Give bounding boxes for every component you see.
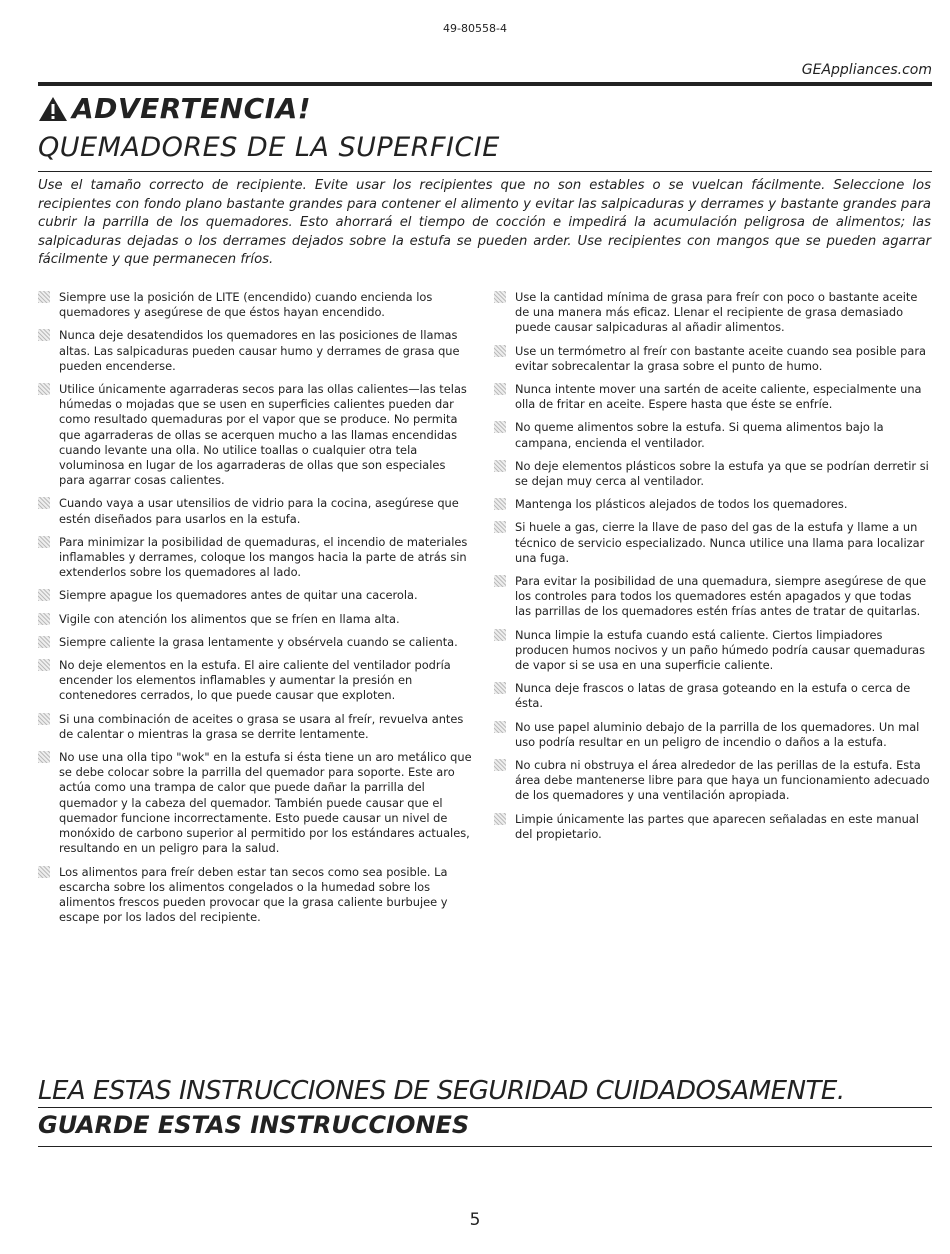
bullet-icon (494, 421, 506, 433)
list-item-text: No cubra ni obstruya el área alrededor de las perillas de la estufa. Esta área debe mantenerse libre para que haya un funcionamiento adecuado de los quemadores y una ventilación apropiada. (515, 758, 930, 803)
list-item-text: Nunca deje frascos o latas de grasa goteando en la estufa o cerca de ésta. (515, 681, 911, 711)
list-item-text: Limpie únicamente las partes que aparecen señaladas en este manual del propietario. (515, 811, 919, 841)
list-item-text: Nunca intente mover una sartén de aceite caliente, especialmente una olla de fritar en aceite. Espere hasta que éste se enfríe. (515, 382, 922, 412)
warning-title-text: ADVERTENCIA! (72, 92, 312, 125)
list-item (494, 574, 930, 620)
bullet-icon (38, 866, 50, 878)
bullet-icon (38, 751, 50, 763)
bullet-icon (494, 575, 506, 587)
list-item-text: Siempre caliente la grasa lentamente y obsérvela cuando se calienta. (59, 634, 458, 649)
bullet-icon (494, 629, 506, 641)
list-item-text: No use una olla tipo "wok" en la estufa si ésta tiene un aro metálico que se debe colocar sobre la parrilla del quemador para soporte. Este aro actúa como una trampa de calor que puede dañar la parrilla del quemador y la cabeza del quemador. También puede causar que el quemador funcione incorrectamente. Esto puede causar un nivel de monóxido de carbono superior al permitido por los estándares actuales, resultando en un peligro para la salud. (59, 750, 472, 856)
footer-rule-2 (38, 1146, 932, 1147)
right-column (494, 290, 930, 850)
list-item (494, 290, 930, 336)
list-item (494, 459, 930, 489)
left-column (38, 290, 474, 933)
bullet-icon (494, 345, 506, 357)
bullet-icon (494, 759, 506, 771)
bullet-icon (38, 659, 50, 671)
list-item (494, 681, 930, 711)
list-item-text: Use un termómetro al freír con bastante aceite cuando sea posible para evitar sobrecalentar la grasa sobre el punto de humo. (515, 343, 926, 373)
keep-instructions-heading: GUARDE ESTAS INSTRUCCIONES (38, 1111, 470, 1139)
bullet-icon (38, 383, 50, 395)
list-item (38, 612, 474, 627)
page-number: 5 (469, 1210, 481, 1230)
header-rule (38, 82, 932, 86)
bullet-icon (494, 498, 506, 510)
list-item-text: Los alimentos para freír deben estar tan secos como sea posible. La escarcha sobre los alimentos congelados o la humedad sobre los alimentos frescos pueden provocar que la grasa caliente burbujee y escape por los lados del recipiente. (59, 864, 448, 925)
bullet-icon (38, 613, 50, 625)
list-item (38, 535, 474, 581)
list-item-text: Siempre use la posición de LITE (encendido) cuando encienda los quemadores y asegúrese de que éstos hayan encendido. (59, 290, 433, 320)
bullet-icon (38, 497, 50, 509)
list-item (494, 628, 930, 674)
list-item-text: Si una combinación de aceites o grasa se usara al freír, revuelva antes de calentar o mientras la grasa se derrite lentamente. (59, 711, 464, 741)
list-item-text: Nunca limpie la estufa cuando está caliente. Ciertos limpiadores producen humos nocivos y un paño húmedo podría causar quemaduras de vapor si se usa en una superficie caliente. (515, 627, 926, 673)
list-item (38, 712, 474, 742)
intro-paragraph: Use el tamaño correcto de recipiente. Evite usar los recipientes que no son estables o se vuelcan fácilmente. Seleccione los recipientes con fondo plano bastante grandes para contener el alimento y evitar las salpicaduras y derrames y bastante grandes para cubrir la parrilla de los quemadores. Esto ahorrará el tiempo de cocción e impedirá la acumulación peligrosa de alimentos; las salpicaduras dejadas o los derrames dejados sobre la estufa se pueden arder. Use recipientes con mangos que se pueden agarrar fácilmente y que permanecen fríos. (38, 178, 931, 267)
list-item (494, 344, 930, 374)
read-instructions-heading: LEA ESTAS INSTRUCCIONES DE SEGURIDAD CUIDADOSAMENTE. (38, 1076, 845, 1106)
list-item (494, 520, 930, 566)
bullet-icon (494, 521, 506, 533)
list-item (38, 865, 474, 926)
bullet-icon (494, 682, 506, 694)
list-item (38, 328, 474, 374)
bullet-icon (38, 589, 50, 601)
bullet-icon (494, 813, 506, 825)
list-item-text: No deje elementos plásticos sobre la estufa ya que se podrían derretir si se dejan muy cerca al ventilador. (515, 458, 929, 489)
warning-title (38, 92, 311, 125)
list-item-text: Nunca deje desatendidos los quemadores en las posiciones de llamas altas. Las salpicaduras pueden causar humo y derrames de grasa que pueden encenderse. (59, 328, 460, 373)
warning-triangle-icon (38, 96, 68, 122)
list-item-text: No use papel aluminio debajo de la parrilla de los quemadores. Un mal uso podría resultar en un peligro de incendio o daños a la estufa. (515, 719, 920, 749)
list-item-text: Siempre apague los quemadores antes de quitar una cacerola. (59, 588, 418, 603)
bullet-icon (38, 291, 50, 303)
list-item (494, 812, 930, 842)
list-item (38, 750, 474, 856)
list-item-text: Cuando vaya a usar utensilios de vidrio para la cocina, asegúrese que estén diseñados para usarlos en la estufa. (59, 496, 459, 526)
list-item-text: Mantenga los plásticos alejados de todos los quemadores. (515, 497, 848, 512)
list-item (494, 758, 930, 804)
footer-rule-1 (38, 1107, 932, 1108)
list-item-text: Use la cantidad mínima de grasa para freír con poco o bastante aceite de una manera más eficaz. Llenar el recipiente de grasa demasiado puede causar salpicaduras al añadir alimentos. (515, 290, 918, 335)
list-item (38, 496, 474, 526)
section-subtitle: QUEMADORES DE LA SUPERFICIE (38, 132, 500, 163)
bullet-icon (38, 536, 50, 548)
bullet-icon (38, 713, 50, 725)
list-item (38, 588, 474, 603)
bullet-icon (38, 329, 50, 341)
list-item (38, 290, 474, 320)
bullet-icon (494, 460, 506, 472)
list-item-text: Para evitar la posibilidad de una quemadura, siempre asegúrese de que los controles para todos los quemadores estén apagados y que todas las parrillas de los quemadores estén frías antes de tratar de quitarlas. (515, 574, 927, 619)
list-item-text: No queme alimentos sobre la estufa. Si quema alimentos bajo la campana, encienda el ventilador. (515, 420, 884, 450)
list-item (38, 635, 474, 650)
bullet-icon (494, 291, 506, 303)
list-item-text: Utilice únicamente agarraderas secos para las ollas calientes—las telas húmedas o mojadas que se usen en superficies calientes pueden dar como resultado quemaduras por el vapor que se produce. No permita que agarraderas de ollas se acerquen mucho a las llamas encendidas cuando levante una olla. No utilice toallas o cualquier otra tela voluminosa en lugar de los agarraderas de ollas que son especiales para agarrar cosas calientes. (59, 382, 467, 488)
bullet-icon (38, 636, 50, 648)
bullet-icon (494, 721, 506, 733)
list-item-text: Para minimizar la posibilidad de quemaduras, el incendio de materiales inflamables y derrames, coloque los mangos hacia la parte de atrás sin extenderlos sobre los quemadores al lado. (59, 534, 468, 580)
list-item-text: Si huele a gas, cierre la llave de paso del gas de la estufa y llame a un técnico de servicio especializado. Nunca utilice una llama para localizar una fuga. (515, 520, 925, 565)
subtitle-rule (38, 171, 932, 172)
list-item (38, 382, 474, 488)
list-item (494, 420, 930, 450)
website-link: GEAppliances.com (801, 62, 932, 78)
bullet-icon (494, 383, 506, 395)
list-item (494, 497, 930, 512)
list-item (494, 720, 930, 750)
list-item-text: Vigile con atención los alimentos que se fríen en llama alta. (59, 611, 400, 626)
list-item (38, 658, 474, 704)
document-id: 49-80558-4 (443, 22, 507, 35)
list-item-text: No deje elementos en la estufa. El aire caliente del ventilador podría encender los elementos inflamables y aumentar la presión en contenedores cerrados, lo que puede causar que exploten. (59, 658, 451, 703)
list-item (494, 382, 930, 412)
